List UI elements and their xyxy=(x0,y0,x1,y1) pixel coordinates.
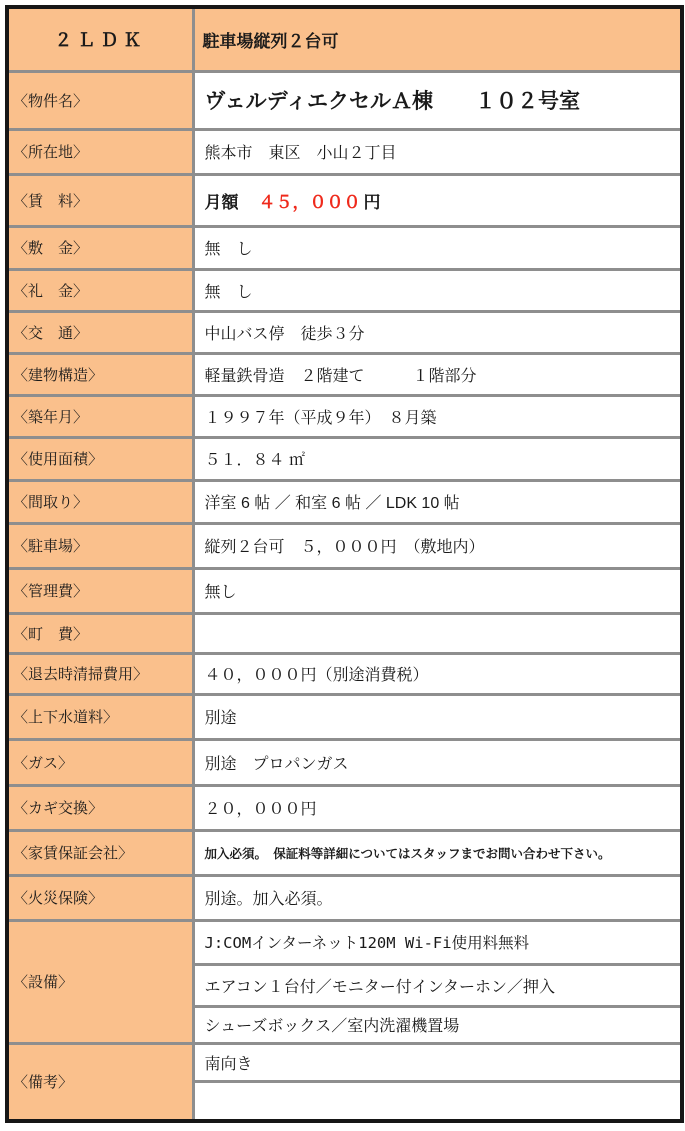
label-town-fee: 〈町 費〉 xyxy=(7,613,193,653)
value-key-exchange: ２０，０００円 xyxy=(193,785,682,830)
label-structure: 〈建物構造〉 xyxy=(7,353,193,395)
label-location: 〈所在地〉 xyxy=(7,129,193,174)
value-town-fee xyxy=(193,613,682,653)
label-layout: 〈間取り〉 xyxy=(7,480,193,523)
row-structure xyxy=(7,353,682,395)
row-layout xyxy=(7,480,682,523)
label-rent-guarantor: 〈家賃保証会社〉 xyxy=(7,830,193,875)
header-row xyxy=(7,7,682,71)
value-key-money: 無 し xyxy=(193,269,682,311)
value-gas: 別途 プロパンガス xyxy=(193,739,682,785)
value-facilities-internet: J:COMインターネット120M Wi-Fi使用料無料 xyxy=(193,920,682,964)
value-remarks-facing: 南向き xyxy=(193,1043,682,1081)
value-moveout-cleaning-fee: ４０，０００円（別途消費税） xyxy=(193,653,682,694)
row-key-money xyxy=(7,269,682,311)
row-parking xyxy=(7,523,682,568)
label-remarks: 〈備考〉 xyxy=(7,1043,193,1121)
label-gas: 〈ガス〉 xyxy=(7,739,193,785)
rent-prefix: 月額 xyxy=(204,192,256,212)
label-moveout-cleaning-fee: 〈退去時清掃費用〉 xyxy=(7,653,193,694)
row-deposit xyxy=(7,226,682,269)
row-rent-guarantor xyxy=(7,830,682,875)
label-deposit: 〈敷 金〉 xyxy=(7,226,193,269)
row-location xyxy=(7,129,682,174)
row-rent xyxy=(7,174,682,226)
value-location: 熊本市 東区 小山２丁目 xyxy=(193,129,682,174)
value-floor-area: ５１．８４ ㎡ xyxy=(193,437,682,480)
rent-amount: ４５，０００ xyxy=(258,192,361,212)
value-layout: 洋室 6 帖 ／ 和室 6 帖 ／ LDK 10 帖 xyxy=(193,480,682,523)
value-access: 中山バス停 徒歩３分 xyxy=(193,311,682,353)
value-fire-insurance: 別途。加入必須。 xyxy=(193,875,682,920)
label-parking: 〈駐車場〉 xyxy=(7,523,193,568)
value-facilities-aircon: エアコン１台付／モニター付インターホン／押入 xyxy=(193,964,682,1006)
value-remarks-empty xyxy=(193,1081,682,1121)
row-key-exchange xyxy=(7,785,682,830)
value-deposit: 無 し xyxy=(193,226,682,269)
row-fire-insurance xyxy=(7,875,682,920)
unit-type-cell: ２ＬＤＫ xyxy=(7,7,193,71)
property-spec-table xyxy=(5,5,684,1123)
value-rent xyxy=(193,174,682,226)
value-facilities-shoebox: シューズボックス／室内洗濯機置場 xyxy=(193,1006,682,1043)
label-water-fee: 〈上下水道料〉 xyxy=(7,694,193,739)
row-water-fee xyxy=(7,694,682,739)
label-property-name: 〈物件名〉 xyxy=(7,71,193,129)
label-rent: 〈賃 料〉 xyxy=(7,174,193,226)
row-built-date xyxy=(7,395,682,437)
rent-suffix: 円 xyxy=(363,192,381,212)
value-built-date: １９９７年（平成９年） ８月築 xyxy=(193,395,682,437)
row-town-fee xyxy=(7,613,682,653)
row-facilities-1 xyxy=(7,920,682,964)
row-moveout-cleaning-fee xyxy=(7,653,682,694)
headline-cell: 駐車場縦列２台可 xyxy=(193,7,682,71)
row-remarks-1 xyxy=(7,1043,682,1081)
row-property-name xyxy=(7,71,682,129)
value-parking: 縦列２台可 ５，０００円 （敷地内） xyxy=(193,523,682,568)
value-property-name: ヴェルディエクセルＡ棟 １０２号室 xyxy=(193,71,682,129)
label-key-exchange: 〈カギ交換〉 xyxy=(7,785,193,830)
row-management-fee xyxy=(7,568,682,613)
label-fire-insurance: 〈火災保険〉 xyxy=(7,875,193,920)
label-management-fee: 〈管理費〉 xyxy=(7,568,193,613)
value-rent-guarantor: 加入必須。 保証料等詳細についてはスタッフまでお問い合わせ下さい。 xyxy=(193,830,682,875)
label-access: 〈交 通〉 xyxy=(7,311,193,353)
row-gas xyxy=(7,739,682,785)
value-management-fee: 無し xyxy=(193,568,682,613)
label-built-date: 〈築年月〉 xyxy=(7,395,193,437)
label-floor-area: 〈使用面積〉 xyxy=(7,437,193,480)
row-floor-area xyxy=(7,437,682,480)
value-water-fee: 別途 xyxy=(193,694,682,739)
label-key-money: 〈礼 金〉 xyxy=(7,269,193,311)
label-facilities: 〈設備〉 xyxy=(7,920,193,1043)
row-access xyxy=(7,311,682,353)
value-structure: 軽量鉄骨造 ２階建て １階部分 xyxy=(193,353,682,395)
